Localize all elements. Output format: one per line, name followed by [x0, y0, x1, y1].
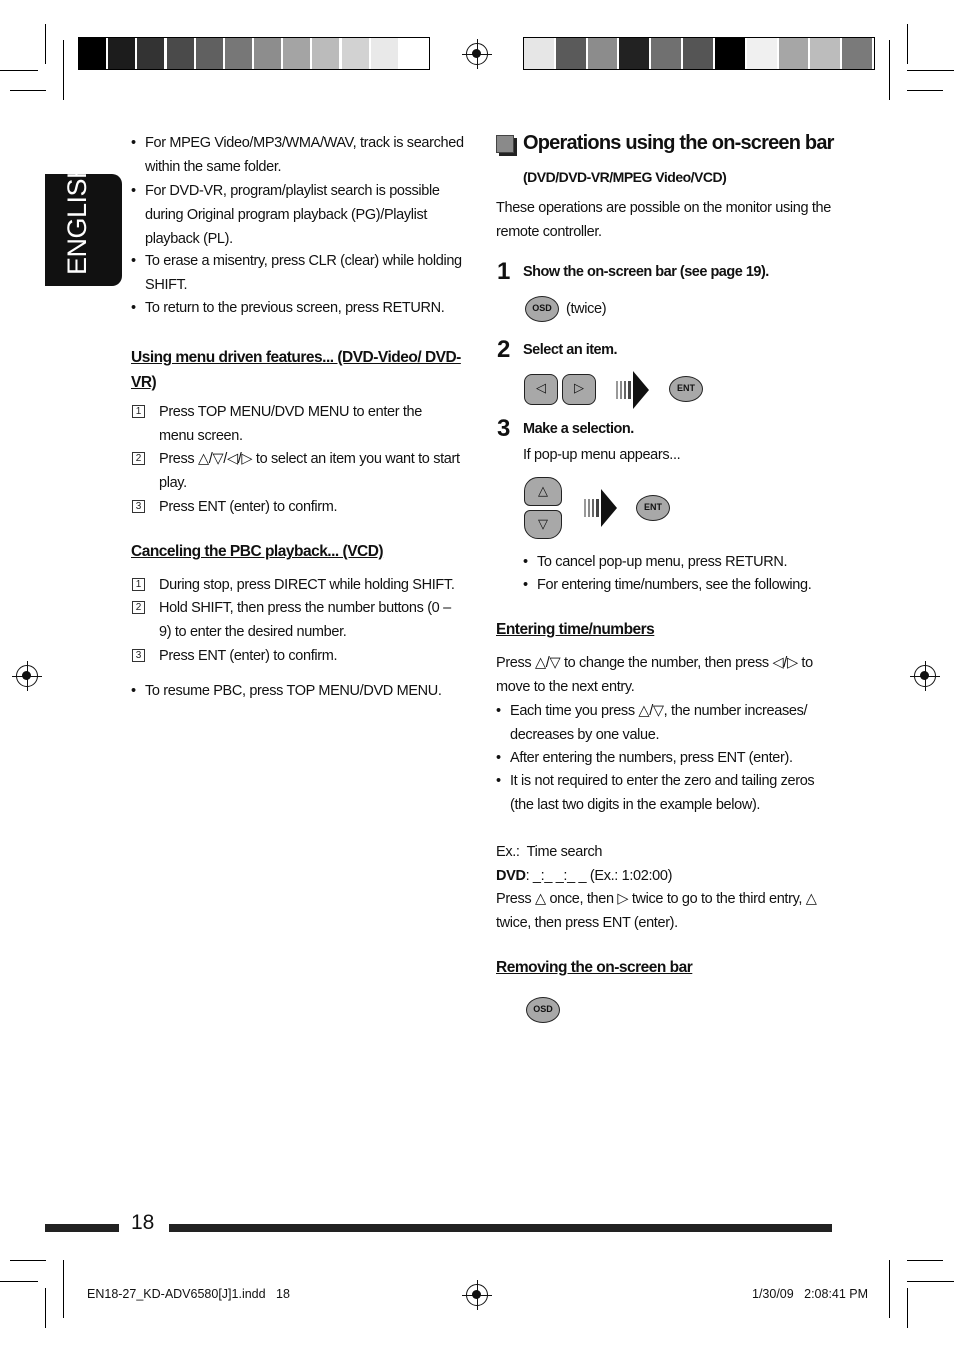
crop-mark: [63, 1260, 64, 1318]
registration-mark-icon: [466, 1284, 488, 1306]
dvd-label: DVD: [496, 868, 526, 884]
list-item: • It is not required to enter the zero and tailing zeros (the last two digits in the example below).: [496, 773, 815, 813]
registration-mark-icon: [914, 665, 936, 687]
footer-rule-right: [169, 1224, 832, 1232]
step-subtext: If pop-up menu appears...: [523, 447, 681, 463]
color-swatch: [556, 38, 586, 69]
ent-button[interactable]: ENT: [636, 495, 670, 521]
section-heading-entering: Entering time/numbers: [496, 621, 655, 638]
step-title: Show the on-screen bar (see page 19).: [523, 264, 769, 280]
step-text: Press ENT (enter) to confirm.: [159, 648, 338, 664]
osd-button[interactable]: OSD: [526, 997, 560, 1023]
arrow-right-icon: [584, 489, 618, 527]
color-calibration-bar-right: [523, 37, 875, 70]
intro-text: These operations are possible on the monitor using the remote controller.: [496, 200, 831, 240]
arrow-right-icon: [616, 371, 650, 409]
step-text: Press △/▽/◁/▷ to select an item you want to start play.: [159, 451, 460, 491]
list-item: • After entering the numbers, press ENT (enter).: [496, 750, 793, 766]
registration-mark-icon: [16, 665, 38, 687]
button-suffix: (twice): [566, 301, 607, 317]
list-item: • To return to the previous screen, press RETURN.: [131, 300, 445, 316]
crop-mark: [0, 70, 38, 71]
dvd-value: : _:_ _:_ _ (Ex.: 1:02:00): [525, 868, 673, 884]
list-item: • Each time you press △/▽, the number increases/ decreases by one value.: [496, 703, 808, 743]
section-heading-menu: Using menu driven features... (DVD-Video/ DVD-VR): [131, 349, 461, 391]
step-number: 3: [132, 500, 145, 513]
crop-mark: [907, 24, 908, 64]
color-swatch: [137, 38, 164, 69]
color-swatch: [342, 38, 369, 69]
color-swatch: [747, 38, 777, 69]
example-text: Press △ once, then ▷ twice to go to the third entry, △ twice, then press ENT (enter).: [496, 891, 817, 931]
crop-mark: [10, 1260, 46, 1261]
step-title: Make a selection.: [523, 421, 634, 437]
down-button[interactable]: ▽: [524, 510, 562, 539]
crop-mark: [63, 40, 64, 100]
step-number: 3: [497, 415, 511, 442]
crop-mark: [907, 1260, 943, 1261]
crop-mark: [10, 90, 46, 91]
crop-mark: [907, 90, 943, 91]
crop-mark: [889, 1260, 890, 1318]
color-swatch: [651, 38, 681, 69]
list-item: • For entering time/numbers, see the following.: [523, 577, 812, 593]
section-heading-removing: Removing the on-screen bar: [496, 959, 693, 976]
step-text: Press TOP MENU/DVD MENU to enter the menu screen.: [159, 404, 422, 444]
step-title: Select an item.: [523, 342, 618, 358]
ent-button[interactable]: ENT: [669, 376, 703, 402]
subtitle: (DVD/DVD-VR/MPEG Video/VCD): [523, 169, 727, 185]
color-swatch: [842, 38, 872, 69]
section-marker-icon: [496, 135, 514, 153]
color-swatch: [167, 38, 194, 69]
step-text: During stop, press DIRECT while holding SHIFT.: [159, 577, 455, 593]
example-label: Ex.: Time search: [496, 844, 603, 860]
crop-mark: [45, 24, 46, 64]
color-swatch: [400, 38, 427, 69]
step-number: 2: [132, 601, 145, 614]
step-number: 3: [132, 649, 145, 662]
step-number: 1: [132, 578, 145, 591]
up-button[interactable]: △: [524, 477, 562, 506]
osd-button[interactable]: OSD: [525, 296, 559, 322]
color-swatch: [283, 38, 310, 69]
color-swatch: [683, 38, 713, 69]
color-swatch: [371, 38, 398, 69]
example-dvd: [496, 864, 672, 888]
list-item: • To resume PBC, press TOP MENU/DVD MENU.: [131, 683, 442, 699]
page-number: 18: [131, 1211, 155, 1234]
crop-mark: [0, 1281, 38, 1282]
page-title: Operations using the on-screen bar: [523, 132, 834, 154]
language-tab-label: ENGLISH: [62, 159, 92, 275]
footer-rule-left: [45, 1224, 119, 1232]
crop-mark: [907, 1281, 954, 1282]
color-swatch: [524, 38, 554, 69]
step-number: 1: [497, 258, 511, 285]
color-swatch: [312, 38, 339, 69]
crop-mark: [907, 1288, 908, 1328]
crop-mark: [45, 1288, 46, 1328]
section-heading-pbc: Canceling the PBC playback... (VCD): [131, 543, 384, 560]
color-swatch: [196, 38, 223, 69]
registration-mark-icon: [466, 43, 488, 65]
color-calibration-bar-left: [78, 37, 430, 70]
color-swatch: [225, 38, 252, 69]
step-number: 1: [132, 405, 145, 418]
color-swatch: [619, 38, 649, 69]
footer-file: EN18-27_KD-ADV6580[J]1.indd 18: [87, 1287, 290, 1301]
color-swatch: [715, 38, 745, 69]
color-swatch: [108, 38, 135, 69]
list-item: • For DVD-VR, program/playlist search is possible during Original program playback (PG)/Playlist playback (PL).: [131, 183, 440, 247]
right-button[interactable]: ▷: [562, 374, 596, 405]
crop-mark: [889, 40, 890, 100]
entering-intro: Press △/▽ to change the number, then press ◁/▷ to move to the next entry.: [496, 655, 813, 695]
crop-mark: [907, 70, 954, 71]
color-swatch: [588, 38, 618, 69]
left-button[interactable]: ◁: [524, 374, 558, 405]
list-item: • For MPEG Video/MP3/WMA/WAV, track is searched within the same folder.: [131, 135, 464, 175]
footer-date: 1/30/09 2:08:41 PM: [752, 1287, 869, 1301]
list-item: • To erase a misentry, press CLR (clear) while holding SHIFT.: [131, 253, 462, 293]
step-number: 2: [132, 452, 145, 465]
step-text: Press ENT (enter) to confirm.: [159, 499, 338, 515]
color-swatch: [254, 38, 281, 69]
step-text: Hold SHIFT, then press the number buttons (0 – 9) to enter the desired number.: [159, 600, 451, 640]
color-swatch: [810, 38, 840, 69]
list-item: • To cancel pop-up menu, press RETURN.: [523, 554, 788, 570]
color-swatch: [79, 38, 106, 69]
color-swatch: [779, 38, 809, 69]
step-number: 2: [497, 336, 511, 363]
